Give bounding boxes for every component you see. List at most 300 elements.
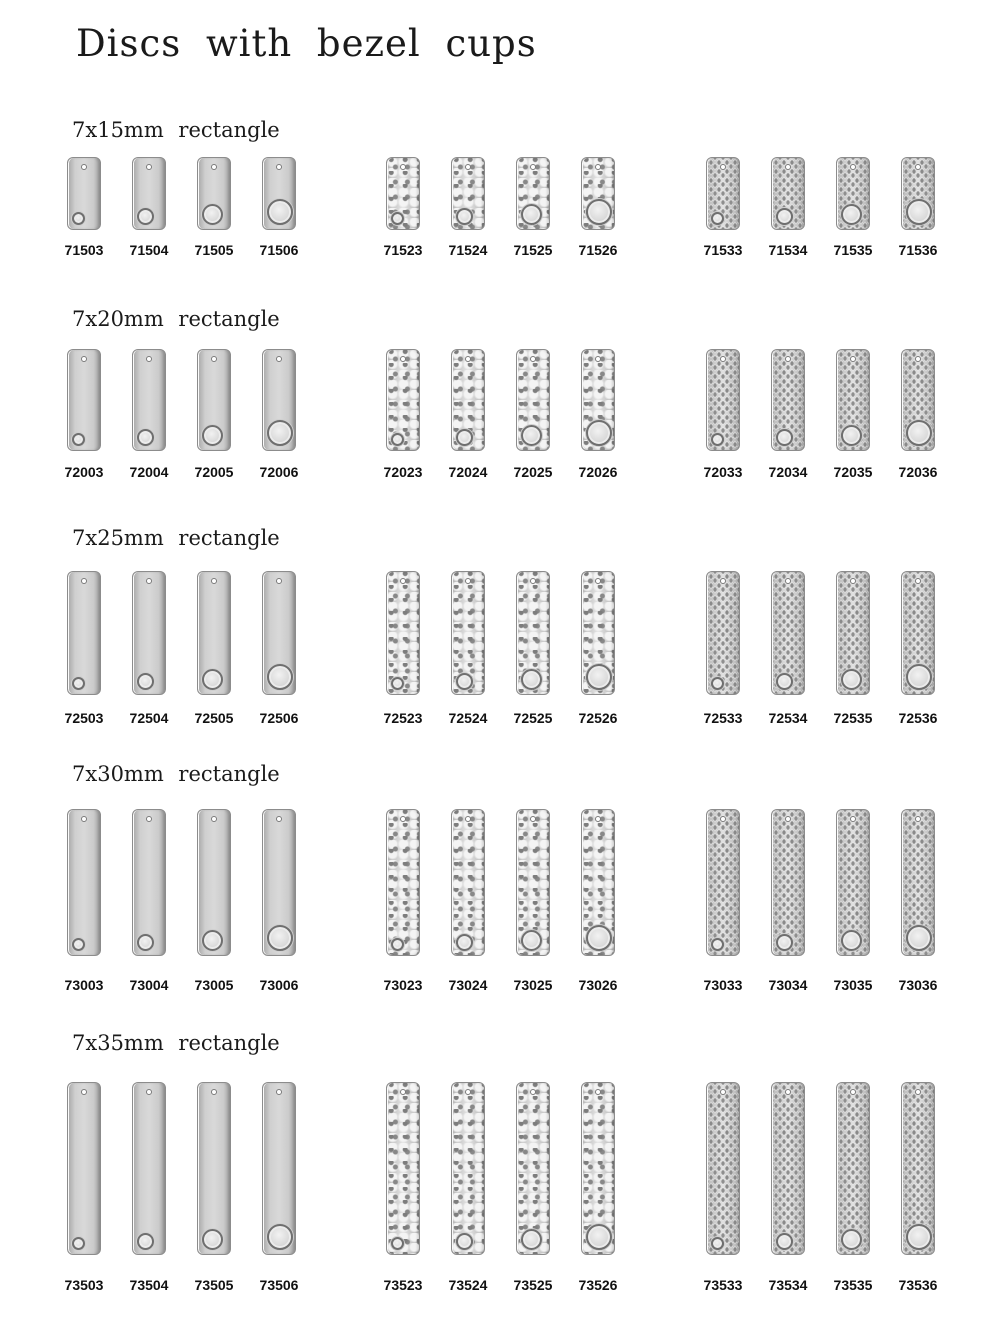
product-item — [503, 1031, 563, 1297]
section — [0, 762, 990, 1001]
product-item — [568, 118, 628, 262]
jump-ring-hole — [400, 816, 406, 822]
product-item — [373, 762, 433, 997]
product-item — [758, 118, 818, 262]
pendant-image — [901, 157, 935, 230]
bezel-cup — [202, 930, 223, 951]
pendant-image — [262, 571, 296, 695]
pendant-image — [581, 349, 615, 451]
product-item — [54, 307, 114, 484]
jump-ring-hole — [595, 356, 601, 362]
pendant-image — [451, 349, 485, 451]
product-code: 72006 — [259, 464, 299, 480]
bezel-cup — [72, 212, 85, 225]
product-code: 72534 — [768, 710, 808, 726]
bezel-cup — [906, 925, 932, 951]
jump-ring-hole — [850, 578, 856, 584]
product-item — [823, 307, 883, 484]
product-code: 72024 — [448, 464, 488, 480]
pendant-image — [451, 571, 485, 695]
product-item — [373, 526, 433, 730]
bezel-cup — [137, 1233, 154, 1250]
product-code: 72023 — [383, 464, 423, 480]
product-code: 71525 — [513, 242, 553, 258]
product-item — [568, 1031, 628, 1297]
product-code: 73026 — [578, 977, 618, 993]
pendant-image — [132, 349, 166, 451]
product-code: 72525 — [513, 710, 553, 726]
product-code: 71534 — [768, 242, 808, 258]
pendant-image — [197, 571, 231, 695]
jump-ring-hole — [530, 816, 536, 822]
product-code: 72503 — [64, 710, 104, 726]
bezel-cup — [72, 938, 85, 951]
product-code: 72524 — [448, 710, 488, 726]
product-code: 71535 — [833, 242, 873, 258]
product-code: 73003 — [64, 977, 104, 993]
jump-ring-hole — [720, 164, 726, 170]
jump-ring-hole — [595, 578, 601, 584]
bezel-cup — [586, 664, 612, 690]
jump-ring-hole — [465, 578, 471, 584]
bezel-cup — [711, 212, 724, 225]
pendant-image — [836, 349, 870, 451]
product-item — [119, 118, 179, 262]
product-item — [249, 307, 309, 484]
product-item — [693, 307, 753, 484]
bezel-cup — [776, 1233, 793, 1250]
pendant-image — [197, 157, 231, 230]
bezel-cup — [267, 664, 293, 690]
pendant-image — [581, 1082, 615, 1255]
pendant-image — [67, 809, 101, 956]
product-item — [758, 307, 818, 484]
product-item — [503, 762, 563, 997]
bezel-cup — [586, 199, 612, 225]
jump-ring-hole — [211, 1089, 217, 1095]
product-item — [568, 526, 628, 730]
jump-ring-hole — [915, 578, 921, 584]
product-code: 73004 — [129, 977, 169, 993]
pendant-image — [581, 809, 615, 956]
jump-ring-hole — [915, 356, 921, 362]
jump-ring-hole — [146, 816, 152, 822]
pendant-image — [132, 809, 166, 956]
bezel-cup — [456, 208, 473, 225]
product-item — [184, 526, 244, 730]
pendant-image — [197, 1082, 231, 1255]
jump-ring-hole — [81, 356, 87, 362]
pendant-image — [581, 571, 615, 695]
product-code: 72034 — [768, 464, 808, 480]
jump-ring-hole — [400, 1089, 406, 1095]
product-code: 72506 — [259, 710, 299, 726]
pendant-image — [67, 571, 101, 695]
jump-ring-hole — [276, 164, 282, 170]
product-code: 71533 — [703, 242, 743, 258]
product-item — [503, 526, 563, 730]
jump-ring-hole — [146, 356, 152, 362]
product-item — [438, 526, 498, 730]
product-item — [888, 762, 948, 997]
product-item — [119, 762, 179, 997]
bezel-cup — [711, 938, 724, 951]
bezel-cup — [391, 212, 404, 225]
pendant-image — [706, 157, 740, 230]
bezel-cup — [137, 934, 154, 951]
bezel-cup — [906, 664, 932, 690]
jump-ring-hole — [720, 816, 726, 822]
bezel-cup — [586, 1224, 612, 1250]
jump-ring-hole — [850, 164, 856, 170]
bezel-cup — [711, 433, 724, 446]
product-code: 73525 — [513, 1277, 553, 1293]
bezel-cup — [391, 938, 404, 951]
jump-ring-hole — [595, 164, 601, 170]
product-code: 71506 — [259, 242, 299, 258]
bezel-cup — [391, 433, 404, 446]
bezel-cup — [841, 425, 862, 446]
product-item — [119, 1031, 179, 1297]
pendant-image — [451, 1082, 485, 1255]
pendant-image — [706, 349, 740, 451]
bezel-cup — [841, 1229, 862, 1250]
jump-ring-hole — [400, 164, 406, 170]
bezel-cup — [776, 208, 793, 225]
product-item — [693, 118, 753, 262]
bezel-cup — [456, 934, 473, 951]
jump-ring-hole — [211, 164, 217, 170]
product-code: 72535 — [833, 710, 873, 726]
jump-ring-hole — [850, 1089, 856, 1095]
product-item — [823, 762, 883, 997]
bezel-cup — [776, 934, 793, 951]
product-code: 73005 — [194, 977, 234, 993]
section-title: 7x25mm rectangle — [72, 526, 280, 550]
bezel-cup — [711, 677, 724, 690]
product-item — [693, 762, 753, 997]
bezel-cup — [841, 204, 862, 225]
pendant-image — [771, 571, 805, 695]
bezel-cup — [456, 1233, 473, 1250]
product-code: 72026 — [578, 464, 618, 480]
bezel-cup — [391, 677, 404, 690]
pendant-image — [836, 1082, 870, 1255]
product-code: 73506 — [259, 1277, 299, 1293]
bezel-cup — [586, 420, 612, 446]
jump-ring-hole — [276, 356, 282, 362]
product-code: 73535 — [833, 1277, 873, 1293]
bezel-cup — [72, 677, 85, 690]
bezel-cup — [137, 429, 154, 446]
pendant-image — [262, 349, 296, 451]
product-item — [503, 118, 563, 262]
jump-ring-hole — [400, 356, 406, 362]
section-title: 7x35mm rectangle — [72, 1031, 280, 1055]
product-item — [888, 1031, 948, 1297]
product-code: 73523 — [383, 1277, 423, 1293]
product-item — [823, 526, 883, 730]
product-code: 73036 — [898, 977, 938, 993]
page-title: Discs with bezel cups — [76, 22, 537, 65]
jump-ring-hole — [915, 1089, 921, 1095]
bezel-cup — [202, 425, 223, 446]
product-code: 72005 — [194, 464, 234, 480]
bezel-cup — [137, 208, 154, 225]
product-code: 73533 — [703, 1277, 743, 1293]
pendant-image — [771, 809, 805, 956]
bezel-cup — [202, 1229, 223, 1250]
bezel-cup — [776, 673, 793, 690]
bezel-cup — [267, 925, 293, 951]
jump-ring-hole — [720, 356, 726, 362]
pendant-image — [836, 809, 870, 956]
product-code: 72033 — [703, 464, 743, 480]
product-code: 73006 — [259, 977, 299, 993]
product-code: 72533 — [703, 710, 743, 726]
pendant-image — [132, 157, 166, 230]
section-title: 7x15mm rectangle — [72, 118, 280, 142]
product-item — [249, 118, 309, 262]
product-code: 73534 — [768, 1277, 808, 1293]
jump-ring-hole — [276, 578, 282, 584]
product-code: 72036 — [898, 464, 938, 480]
product-item — [438, 307, 498, 484]
section — [0, 526, 990, 734]
bezel-cup — [906, 420, 932, 446]
product-code: 73503 — [64, 1277, 104, 1293]
bezel-cup — [202, 669, 223, 690]
pendant-image — [132, 571, 166, 695]
pendant-image — [262, 1082, 296, 1255]
bezel-cup — [521, 204, 542, 225]
jump-ring-hole — [146, 578, 152, 584]
pendant-image — [836, 571, 870, 695]
bezel-cup — [521, 930, 542, 951]
bezel-cup — [521, 669, 542, 690]
section — [0, 307, 990, 488]
product-code: 72505 — [194, 710, 234, 726]
product-code: 71524 — [448, 242, 488, 258]
bezel-cup — [711, 1237, 724, 1250]
jump-ring-hole — [276, 1089, 282, 1095]
bezel-cup — [72, 1237, 85, 1250]
product-code: 72003 — [64, 464, 104, 480]
product-code: 72004 — [129, 464, 169, 480]
product-code: 73524 — [448, 1277, 488, 1293]
product-item — [888, 118, 948, 262]
jump-ring-hole — [595, 1089, 601, 1095]
product-item — [693, 526, 753, 730]
bezel-cup — [72, 433, 85, 446]
bezel-cup — [841, 930, 862, 951]
jump-ring-hole — [465, 1089, 471, 1095]
pendant-image — [516, 571, 550, 695]
product-item — [184, 307, 244, 484]
jump-ring-hole — [720, 578, 726, 584]
product-item — [568, 762, 628, 997]
product-item — [438, 118, 498, 262]
product-item — [54, 1031, 114, 1297]
jump-ring-hole — [146, 164, 152, 170]
pendant-image — [516, 1082, 550, 1255]
product-item — [758, 526, 818, 730]
product-code: 73536 — [898, 1277, 938, 1293]
pendant-image — [386, 1082, 420, 1255]
bezel-cup — [267, 420, 293, 446]
bezel-cup — [202, 204, 223, 225]
pendant-image — [771, 1082, 805, 1255]
product-code: 73023 — [383, 977, 423, 993]
product-code: 73035 — [833, 977, 873, 993]
jump-ring-hole — [276, 816, 282, 822]
product-item — [184, 1031, 244, 1297]
product-item — [503, 307, 563, 484]
product-code: 71526 — [578, 242, 618, 258]
pendant-image — [67, 1082, 101, 1255]
pendant-image — [901, 571, 935, 695]
jump-ring-hole — [211, 356, 217, 362]
section-title: 7x30mm rectangle — [72, 762, 280, 786]
product-code: 73024 — [448, 977, 488, 993]
product-item — [438, 762, 498, 997]
product-item — [438, 1031, 498, 1297]
jump-ring-hole — [530, 1089, 536, 1095]
jump-ring-hole — [465, 356, 471, 362]
jump-ring-hole — [850, 816, 856, 822]
jump-ring-hole — [211, 816, 217, 822]
bezel-cup — [267, 1224, 293, 1250]
bezel-cup — [586, 925, 612, 951]
product-code: 71503 — [64, 242, 104, 258]
product-code: 73526 — [578, 1277, 618, 1293]
section — [0, 1031, 990, 1301]
jump-ring-hole — [530, 164, 536, 170]
pendant-image — [706, 809, 740, 956]
jump-ring-hole — [81, 164, 87, 170]
pendant-image — [132, 1082, 166, 1255]
jump-ring-hole — [850, 356, 856, 362]
product-code: 71504 — [129, 242, 169, 258]
pendant-image — [67, 157, 101, 230]
product-code: 73033 — [703, 977, 743, 993]
product-code: 72536 — [898, 710, 938, 726]
jump-ring-hole — [785, 816, 791, 822]
pendant-image — [516, 809, 550, 956]
product-code: 73505 — [194, 1277, 234, 1293]
pendant-image — [197, 349, 231, 451]
pendant-image — [262, 809, 296, 956]
jump-ring-hole — [146, 1089, 152, 1095]
bezel-cup — [267, 199, 293, 225]
product-item — [373, 307, 433, 484]
product-item — [249, 1031, 309, 1297]
bezel-cup — [521, 1229, 542, 1250]
pendant-image — [451, 809, 485, 956]
bezel-cup — [456, 429, 473, 446]
product-code: 72035 — [833, 464, 873, 480]
product-item — [54, 762, 114, 997]
pendant-image — [386, 571, 420, 695]
pendant-image — [516, 349, 550, 451]
jump-ring-hole — [785, 1089, 791, 1095]
pendant-image — [706, 571, 740, 695]
product-item — [184, 118, 244, 262]
pendant-image — [386, 809, 420, 956]
pendant-image — [836, 157, 870, 230]
jump-ring-hole — [595, 816, 601, 822]
pendant-image — [262, 157, 296, 230]
product-item — [823, 118, 883, 262]
product-item — [823, 1031, 883, 1297]
product-item — [249, 762, 309, 997]
product-code: 72504 — [129, 710, 169, 726]
jump-ring-hole — [465, 164, 471, 170]
product-item — [119, 526, 179, 730]
product-item — [249, 526, 309, 730]
pendant-image — [901, 1082, 935, 1255]
product-code: 73025 — [513, 977, 553, 993]
pendant-image — [516, 157, 550, 230]
product-item — [758, 762, 818, 997]
bezel-cup — [521, 425, 542, 446]
product-code: 73504 — [129, 1277, 169, 1293]
jump-ring-hole — [530, 578, 536, 584]
product-item — [54, 526, 114, 730]
jump-ring-hole — [211, 578, 217, 584]
product-item — [888, 526, 948, 730]
product-code: 71536 — [898, 242, 938, 258]
pendant-image — [901, 349, 935, 451]
product-item — [568, 307, 628, 484]
jump-ring-hole — [785, 356, 791, 362]
bezel-cup — [841, 669, 862, 690]
product-item — [693, 1031, 753, 1297]
pendant-image — [386, 349, 420, 451]
pendant-image — [67, 349, 101, 451]
product-item — [373, 1031, 433, 1297]
product-item — [888, 307, 948, 484]
section-title: 7x20mm rectangle — [72, 307, 280, 331]
pendant-image — [771, 157, 805, 230]
product-code: 73034 — [768, 977, 808, 993]
jump-ring-hole — [465, 816, 471, 822]
product-item — [54, 118, 114, 262]
jump-ring-hole — [720, 1089, 726, 1095]
jump-ring-hole — [915, 164, 921, 170]
product-item — [758, 1031, 818, 1297]
bezel-cup — [137, 673, 154, 690]
jump-ring-hole — [81, 578, 87, 584]
bezel-cup — [906, 1224, 932, 1250]
product-item — [184, 762, 244, 997]
bezel-cup — [906, 199, 932, 225]
jump-ring-hole — [785, 578, 791, 584]
jump-ring-hole — [915, 816, 921, 822]
jump-ring-hole — [785, 164, 791, 170]
bezel-cup — [391, 1237, 404, 1250]
pendant-image — [386, 157, 420, 230]
jump-ring-hole — [81, 1089, 87, 1095]
product-code: 72526 — [578, 710, 618, 726]
jump-ring-hole — [400, 578, 406, 584]
product-item — [373, 118, 433, 262]
product-code: 71523 — [383, 242, 423, 258]
product-code: 71505 — [194, 242, 234, 258]
product-code: 72523 — [383, 710, 423, 726]
product-item — [119, 307, 179, 484]
section — [0, 118, 990, 266]
